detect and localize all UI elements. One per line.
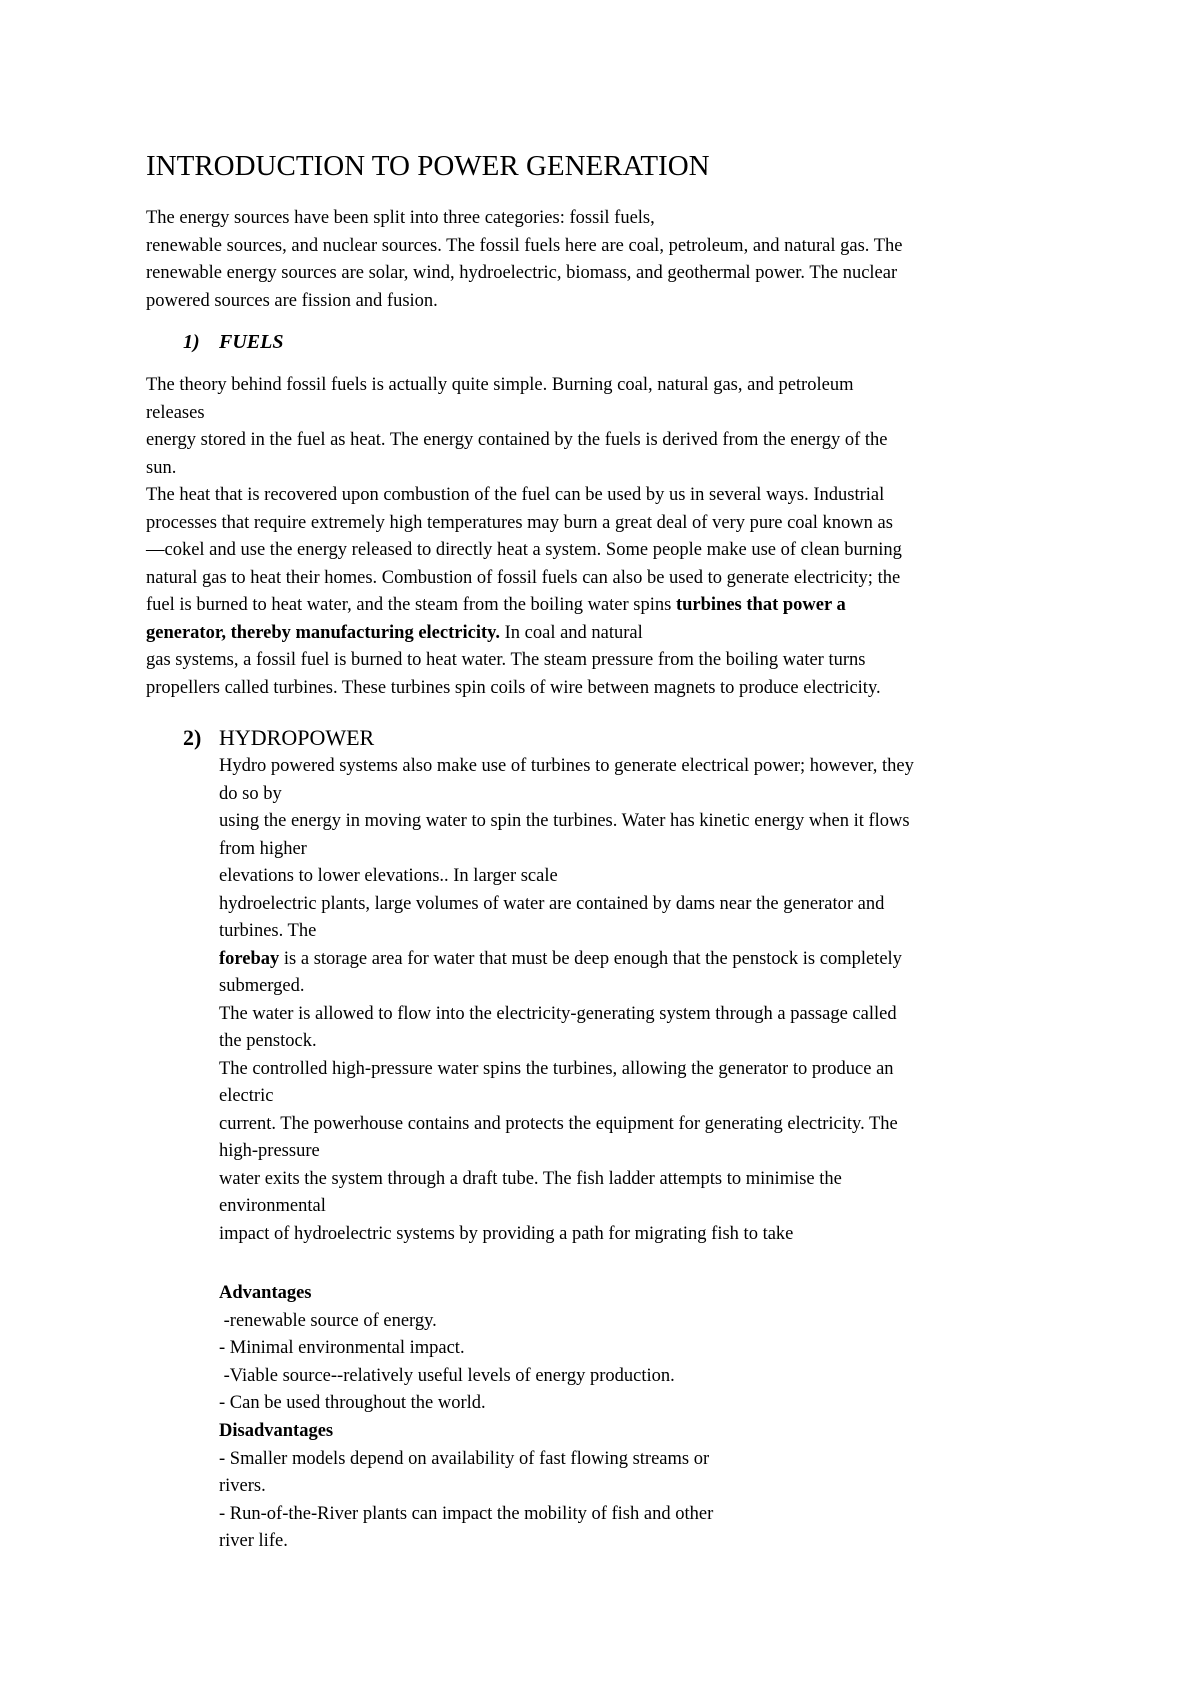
hydropower-paragraph <box>219 753 914 1248</box>
fuels-line: releases <box>146 402 205 423</box>
hydro-text: is a storage area for water that must be deep enough that the penstock is completely <box>279 948 902 969</box>
hydro-line: electric <box>219 1086 274 1106</box>
fuels-line: processes that require extremely high temperatures may burn a great deal of very pure coal known as <box>146 512 893 533</box>
hydro-line: impact of hydroelectric systems by providing a path for migrating fish to take <box>219 1223 794 1244</box>
fuels-line: propellers called turbines. These turbines spin coils of wire between magnets to produce electricity. <box>146 677 881 698</box>
list-item: river life. <box>219 1531 288 1551</box>
fuels-line: sun. <box>146 457 177 478</box>
hydro-line: water exits the system through a draft tube. The fish ladder attempts to minimise the <box>219 1168 842 1189</box>
list-item: - Minimal environmental impact. <box>219 1338 465 1358</box>
section-heading-fuels <box>183 328 283 356</box>
list-item: -Viable source--relatively useful levels of energy production. <box>219 1365 675 1386</box>
disadvantages-list <box>219 1418 713 1556</box>
hydro-line: hydroelectric plants, large volumes of water are contained by dams near the generator and <box>219 893 885 914</box>
hydro-line: the penstock. <box>219 1031 317 1051</box>
hydro-line: The water is allowed to flow into the electricity-generating system through a passage called <box>219 1003 897 1024</box>
advantages-heading: Advantages <box>219 1283 312 1303</box>
fuels-paragraph <box>146 372 902 704</box>
disadvantages-heading: Disadvantages <box>219 1421 334 1441</box>
hydro-line: current. The powerhouse contains and protects the equipment for generating electricity. The <box>219 1113 898 1134</box>
intro-paragraph <box>146 205 903 315</box>
list-item: - Run-of-the-River plants can impact the mobility of fish and other <box>219 1503 714 1524</box>
fuels-text: fuel is burned to heat water, and the steam from the boiling water spins <box>146 595 676 615</box>
section-heading-text: FUELS <box>219 331 284 353</box>
hydro-line: using the energy in moving water to spin the turbines. Water has kinetic energy when it flows <box>219 811 910 831</box>
fuels-line: gas systems, a fossil fuel is burned to heat water. The steam pressure from the boiling water turns <box>146 650 866 670</box>
advantages-list <box>219 1280 675 1418</box>
list-item: rivers. <box>219 1476 266 1496</box>
fuels-bold-text: turbines that power a <box>675 595 846 615</box>
section-number: 1) <box>183 331 200 353</box>
fuels-bold-text: generator, thereby manufacturing electricity. <box>146 622 500 643</box>
list-item: - Smaller models depend on availability of fast flowing streams or <box>219 1448 710 1469</box>
fuels-line: —cokel and use the energy released to directly heat a system. Some people make use of clean burning <box>146 540 902 560</box>
forebay-term: forebay <box>219 948 280 969</box>
fuels-line <box>146 592 902 620</box>
fuels-line: The theory behind fossil fuels is actually quite simple. Burning coal, natural gas, and petroleum <box>146 375 854 395</box>
hydro-line: environmental <box>219 1196 326 1216</box>
intro-line: The energy sources have been split into three categories: fossil fuels, <box>146 208 655 228</box>
hydro-line: The controlled high-pressure water spins the turbines, allowing the generator to produce an <box>219 1058 894 1079</box>
hydro-line: from higher <box>219 838 307 859</box>
fuels-text: In coal and natural <box>499 622 643 643</box>
fuels-line: natural gas to heat their homes. Combustion of fossil fuels can also be used to generate electricity; the <box>146 567 901 588</box>
hydro-line: elevations to lower elevations.. In larger scale <box>219 866 558 886</box>
hydro-line: do so by <box>219 783 282 804</box>
document-title: INTRODUCTION TO POWER GENERATION <box>146 150 710 182</box>
hydro-line: submerged. <box>219 976 305 996</box>
list-item: - Can be used throughout the world. <box>219 1393 486 1413</box>
hydro-line: turbines. The <box>219 921 317 941</box>
intro-line: powered sources are fission and fusion. <box>146 290 438 311</box>
section-number: 2) <box>183 725 202 750</box>
section-heading-text: HYDROPOWER <box>219 725 375 750</box>
intro-line: renewable sources, and nuclear sources. The fossil fuels here are coal, petroleum, and natural gas. The <box>146 235 903 256</box>
hydro-line: Hydro powered systems also make use of turbines to generate electrical power; however, they <box>219 756 914 776</box>
fuels-line: energy stored in the fuel as heat. The energy contained by the fuels is derived from the energy of the <box>146 430 888 450</box>
hydro-line: high-pressure <box>219 1141 320 1161</box>
list-item: -renewable source of energy. <box>219 1310 437 1331</box>
fuels-line <box>146 620 902 648</box>
intro-line: renewable energy sources are solar, wind, hydroelectric, biomass, and geothermal power. The nuclear <box>146 263 898 283</box>
hydro-line <box>219 946 914 974</box>
section-heading-hydropower <box>183 724 374 752</box>
fuels-line: The heat that is recovered upon combustion of the fuel can be used by us in several ways. Industrial <box>146 485 885 505</box>
